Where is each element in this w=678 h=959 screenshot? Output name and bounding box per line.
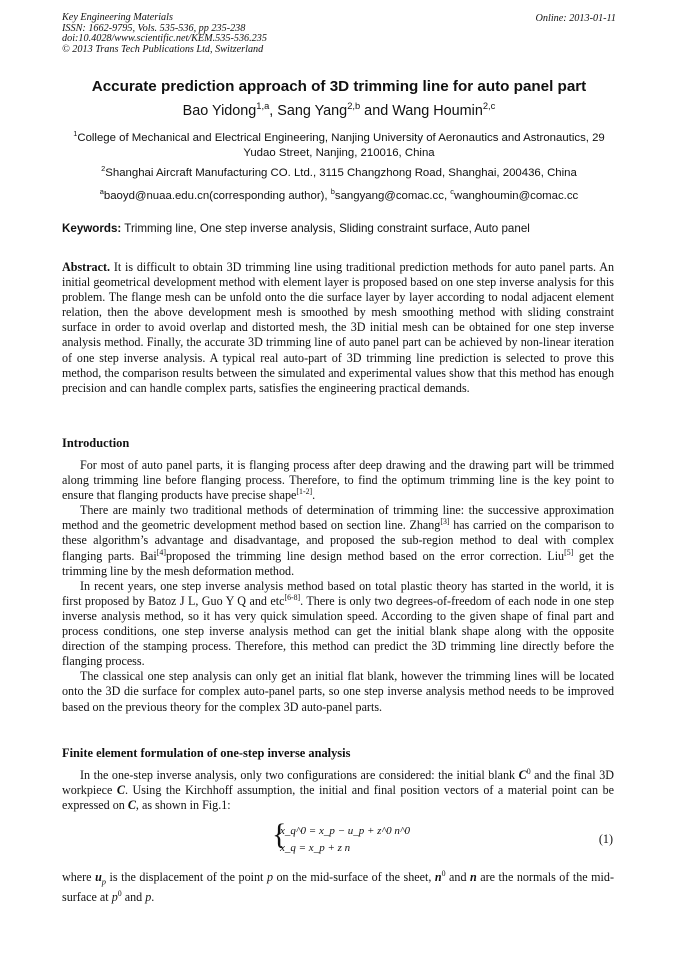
- citation: [4]: [156, 547, 166, 557]
- email-text: baoyd@nuaa.edu.cn(corresponding author),: [103, 190, 331, 202]
- abstract-label: Abstract.: [62, 260, 111, 274]
- citation: [1-2]: [296, 487, 313, 497]
- author-name: Sang Yang: [277, 103, 348, 119]
- math-sup: 0: [441, 868, 446, 878]
- math-symbol: u: [95, 870, 102, 884]
- abstract: [62, 260, 614, 396]
- paragraph-text: are the normals of the mid-surface at: [62, 870, 614, 904]
- equation-line: x_q^0 = x_p − u_p + z^0 n^0: [280, 825, 410, 837]
- author-name: Bao Yidong: [182, 103, 257, 119]
- email-line: [62, 189, 616, 204]
- abstract-text: It is difficult to obtain 3D trimming line using traditional prediction methods for auto panel parts. An initial geometrical development method with element layer is proposed based on one step inverse analysis for this problem. The flange mesh can be unfold onto the die surface layer by layer according to nodal adjacent element relation, then the above development mesh is smoothed by mesh smoothing method with sliding constraint surface in order to avoid overlap and distorted mesh, the 3D initial mesh can be obtained for one step inverse analysis method. Finally, the accurate 3D trimming line of auto panel part can be achieved by non-linear iteration of one step inverse analysis. A typical real auto-part of 3D trimming line prediction is selected to prove this method, the comparison results between the simulated and experimental values show that this method has enough precision and can handle complex parts, satisfies the engineering practical demands.: [62, 260, 614, 395]
- math-symbol: p: [266, 870, 273, 884]
- paper-title: Accurate prediction approach of 3D trimming line for auto panel part: [91, 78, 587, 95]
- citation: [3]: [440, 517, 450, 527]
- issn-line: ISSN: 1662-9795, Vols. 535-536, pp 235-238: [62, 22, 246, 34]
- equation-brace: {: [272, 818, 287, 851]
- keywords: [62, 222, 616, 235]
- paragraph: [62, 579, 614, 670]
- author-affil-sup: 1,a: [256, 101, 270, 112]
- author-separator: and: [360, 103, 393, 119]
- keywords-label: Keywords:: [62, 222, 122, 235]
- paragraph-text: In recent years, one step inverse analysis method based on total plastic theory has started in the world, it is first proposed by Batoz J L, Guo Y Q and etc: [62, 578, 614, 608]
- email-sup: c: [450, 187, 454, 197]
- author-affil-sup: 2,c: [482, 101, 496, 112]
- paragraph: [62, 768, 614, 813]
- equation-line: x_q = x_p + z n: [280, 842, 351, 854]
- paragraph-text: The classical one step analysis can only get an initial flat blank, however the trimming lines will be located onto the 3D die surface for complex auto-panel parts, so one step inverse analysis method needs to be improved based on the previous theory for the complex 3D auto-panel parts.: [62, 669, 614, 714]
- affiliation-2: [62, 166, 616, 181]
- paragraph-text: In the one-step inverse analysis, only two configurations are considered: the initial blank: [80, 768, 519, 782]
- math-symbol: p: [145, 889, 152, 904]
- fem-body-2: [62, 870, 614, 905]
- paragraph-text: is the displacement of the point: [106, 870, 267, 884]
- math-symbol: C: [127, 798, 136, 813]
- math-symbol: C: [518, 768, 527, 782]
- author-affil-sup: 2,b: [347, 101, 361, 112]
- paragraph-text: get the trimming line by the mesh deformation method.: [62, 548, 614, 578]
- paragraph-text: . Using the Kirchhoff assumption, the initial and final position vectors of a material point can be expressed on: [62, 783, 614, 813]
- paragraph-text: , as shown in Fig.1:: [135, 798, 231, 813]
- affil-text: College of Mechanical and Electrical Engineering, Nanjing University of Aeronautics and Astronautics, 29 Yudao Street, Nanjing, 210016, China: [77, 132, 605, 159]
- paragraph-text: on the mid-surface of the sheet,: [272, 870, 435, 884]
- math-symbol: n: [470, 870, 477, 884]
- paragraph-text: There are mainly two traditional methods of determination of trimming line: the successive approximation method and the geometric development method based on section line. Zhang: [62, 503, 614, 533]
- section-heading-introduction: Introduction: [62, 436, 130, 450]
- introduction-body: [62, 458, 614, 715]
- paragraph-text: and: [121, 889, 146, 904]
- online-date: Online: 2013-01-11: [535, 13, 616, 24]
- paragraph: [62, 503, 614, 578]
- keywords-text: Trimming line, One step inverse analysis, Sliding constraint surface, Auto panel: [121, 222, 530, 235]
- paragraph-text: For most of auto panel parts, it is flanging process after deep drawing and the drawing part will be trimmed along trimming line before flanging process. Therefore, to find the optimum trimming line is the key point to ensure that flanging products have precise shape: [62, 458, 614, 503]
- math-sub: p: [101, 876, 107, 887]
- math-symbol: p: [111, 889, 118, 904]
- citation: [6-8]: [284, 592, 301, 602]
- section-heading-fem: Finite element formulation of one-step inverse analysis: [62, 746, 351, 760]
- fem-body: [62, 768, 614, 813]
- paragraph-text: has carried on the comparison to these algorithm’s advantage and disadvantage, and proposed the sub-region method to deal with complex flanging parts. Bai: [62, 518, 615, 563]
- math-sup: 0: [117, 888, 122, 898]
- citation: [5]: [564, 547, 574, 557]
- doi-line: doi:10.4028/www.scientific.net/KEM.535-536.235: [62, 33, 267, 45]
- email-text: wanghoumin@comac.cc: [453, 190, 579, 202]
- paragraph: [62, 870, 614, 905]
- math-sup: 0: [526, 766, 531, 776]
- equation-1: [280, 823, 410, 857]
- affil-sup: 1: [73, 129, 78, 139]
- paragraph-text: and the final 3D workpiece: [62, 768, 614, 798]
- journal-header: [62, 13, 267, 55]
- affil-text: Shanghai Aircraft Manufacturing CO. Ltd., 3115 Changzhong Road, Shanghai, 200436, China: [105, 167, 577, 179]
- author-name: Wang Houmin: [392, 103, 483, 119]
- email-sup: a: [99, 187, 104, 197]
- paragraph-text: .: [151, 889, 155, 904]
- paragraph-text: .: [312, 488, 316, 503]
- affiliation-1: [62, 131, 616, 161]
- paragraph-text: . There is only two degrees-of-freedom of each node in one step inverse analysis method, so it has very quick simulation speed. According to the given shape of final part and process conditions, one step inverse analysis method can get the initial blank shape along with the opposite direction of the stamping process. Therefore, this method can predict the 3D trimming line directly before the flanging process.: [62, 593, 614, 669]
- paragraph: [62, 458, 614, 503]
- author-list: [40, 103, 638, 119]
- journal-name: Key Engineering Materials: [62, 12, 173, 23]
- paragraph-text: proposed the trimming line design method based on the error correction. Liu: [165, 548, 565, 563]
- email-sup: b: [330, 187, 335, 197]
- math-symbol: n: [434, 870, 442, 884]
- paragraph-text: where: [62, 870, 96, 884]
- affil-sup: 2: [101, 164, 106, 174]
- math-symbol: C: [116, 783, 125, 798]
- equation-number: (1): [598, 832, 613, 846]
- author-separator: ,: [269, 103, 278, 119]
- email-text: sangyang@comac.cc,: [334, 190, 451, 202]
- paragraph: [62, 669, 614, 714]
- paragraph-text: and: [445, 870, 471, 884]
- copyright-line: © 2013 Trans Tech Publications Ltd, Switzerland: [62, 43, 264, 55]
